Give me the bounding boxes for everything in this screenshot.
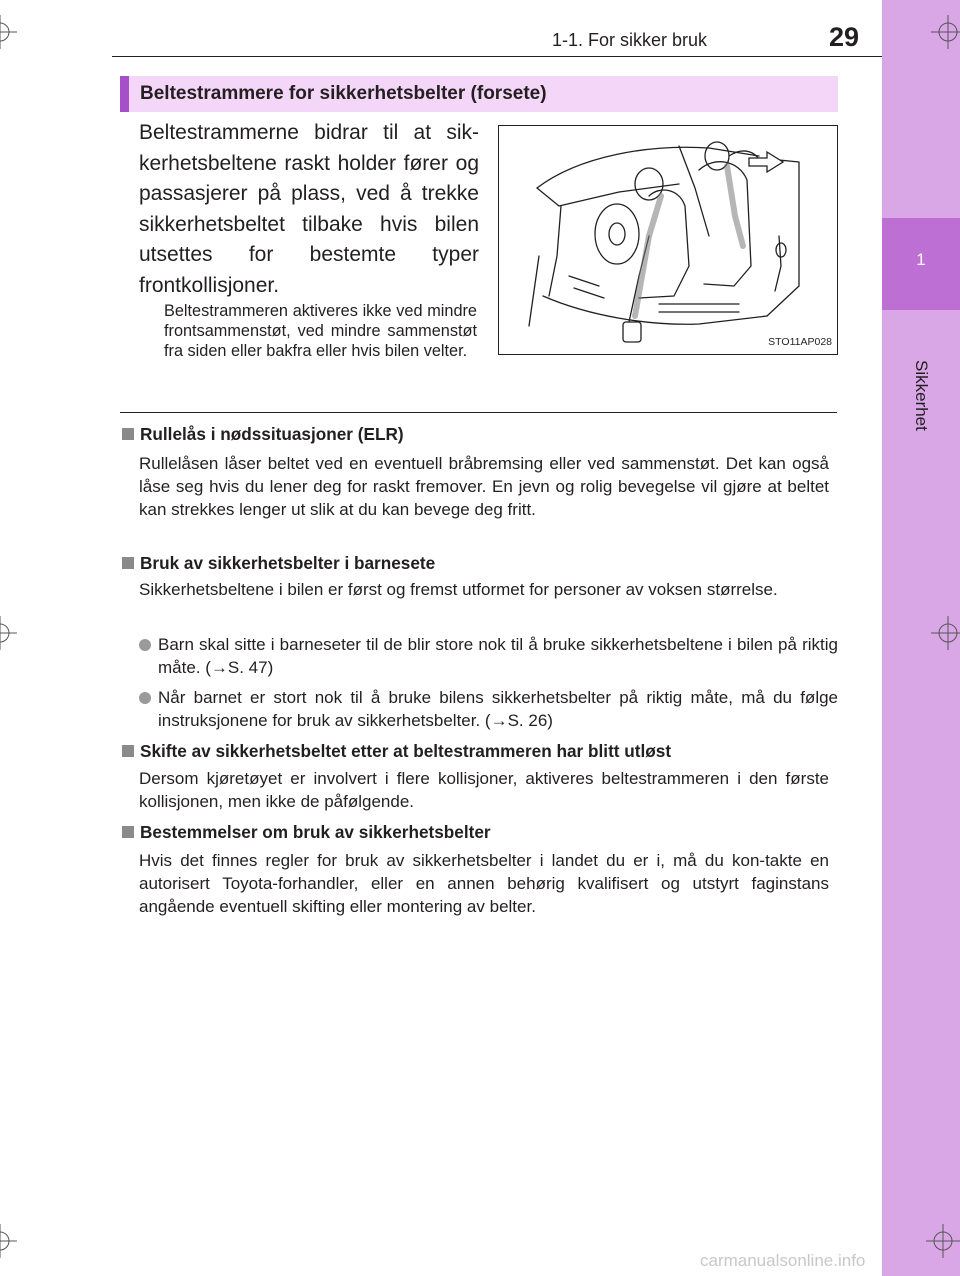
bullet-text: Når barnet er stort nok til å bruke bilens sikkerhetsbelter på riktig måte, må du følge instruksjonene for bruk av sikkerhetsbelter. (→S. 26)	[158, 688, 838, 730]
item-text-elr: Rullelåsen låser beltet ved en eventuell bråbremsing eller ved sammenstøt. Det kan også låse seg hvis du lener deg for raskt fremover. En jevn og rolig bevegelse vil gjøre at beltet kan strekkes lenger ut slik at du kan bevege deg fritt.	[139, 454, 829, 519]
figure-code: STO11AP028	[768, 336, 832, 348]
section-title-bar	[120, 76, 838, 112]
car-interior-drawing	[499, 126, 837, 354]
item-text-replace: Dersom kjøretøyet er involvert i flere kollisjoner, aktiveres beltestrammeren i den første kollisjonen, men ikke de påfølgende.	[139, 769, 829, 811]
square-bullet-icon	[122, 428, 134, 440]
crop-mark-icon	[0, 15, 17, 49]
item-text-child-seat: Sikkerhetsbeltene i bilen er først og fremst utformet for personer av voksen størrelse.	[139, 580, 778, 599]
page-number: 29	[829, 22, 860, 52]
chapter-title: 1-1. For sikker bruk	[552, 30, 708, 50]
section-divider	[120, 412, 837, 413]
item-heading-text: Bruk av sikkerhetsbelter i barnesete	[140, 553, 436, 573]
square-bullet-icon	[122, 557, 134, 569]
circle-bullet-icon	[139, 692, 151, 704]
chapter-tab-number: 1	[916, 250, 926, 269]
item-heading-child-seat	[122, 553, 435, 574]
square-bullet-icon	[122, 826, 134, 838]
item-text-regulations: Hvis det finnes regler for bruk av sikkerhetsbelter i landet du er i, må du kon-takte en autorisert Toyota-forhandler, eller en annen behørig kvalifisert og utstyrt faginstans angående eventuell skifting eller montering av belter.	[139, 851, 829, 916]
crop-mark-icon	[0, 616, 17, 650]
crop-mark-icon	[0, 1224, 17, 1258]
item-heading-text: Bestemmelser om bruk av sikkerhetsbelter	[140, 822, 491, 842]
header-rule	[112, 56, 882, 57]
section-note: Beltestrammeren aktiveres ikke ved mindre frontsammenstøt, ved mindre sammenstøt fra siden eller bakfra eller hvis bilen velter.	[164, 302, 477, 360]
item-heading-replace	[122, 741, 671, 762]
item-heading-regulations	[122, 822, 491, 843]
circle-bullet-icon	[139, 639, 151, 651]
bullet-child-seat-2	[139, 686, 838, 732]
pretensioner-illustration	[498, 125, 838, 355]
item-heading-text: Rullelås i nødssituasjoner (ELR)	[140, 424, 404, 444]
section-accent	[120, 76, 129, 112]
watermark: carmanualsonline.info	[700, 1251, 866, 1270]
item-heading-elr	[122, 424, 404, 445]
section-intro: Beltestrammerne bidrar til at sik-kerhetsbeltene raskt holder fører og passasjerer på plass, ved å trekke sikkerhetsbeltet tilbake hvis bilen utsettes for bestemte typer frontkollisjoner.	[139, 121, 479, 297]
section-title: Beltestrammere for sikkerhetsbelter (forsete)	[140, 83, 547, 104]
item-heading-text: Skifte av sikkerhetsbeltet etter at beltestrammeren har blitt utløst	[140, 741, 672, 761]
bullet-text: Barn skal sitte i barneseter til de blir store nok til å bruke sikkerhetsbeltene i bilen på riktig måte. (→S. 47)	[158, 635, 838, 677]
crop-mark-icon	[931, 616, 960, 650]
crop-mark-icon	[931, 15, 960, 49]
chapter-tab-label: Sikkerhet	[912, 360, 931, 431]
bullet-child-seat-1	[139, 633, 838, 679]
square-bullet-icon	[122, 745, 134, 757]
crop-mark-icon	[926, 1224, 960, 1258]
